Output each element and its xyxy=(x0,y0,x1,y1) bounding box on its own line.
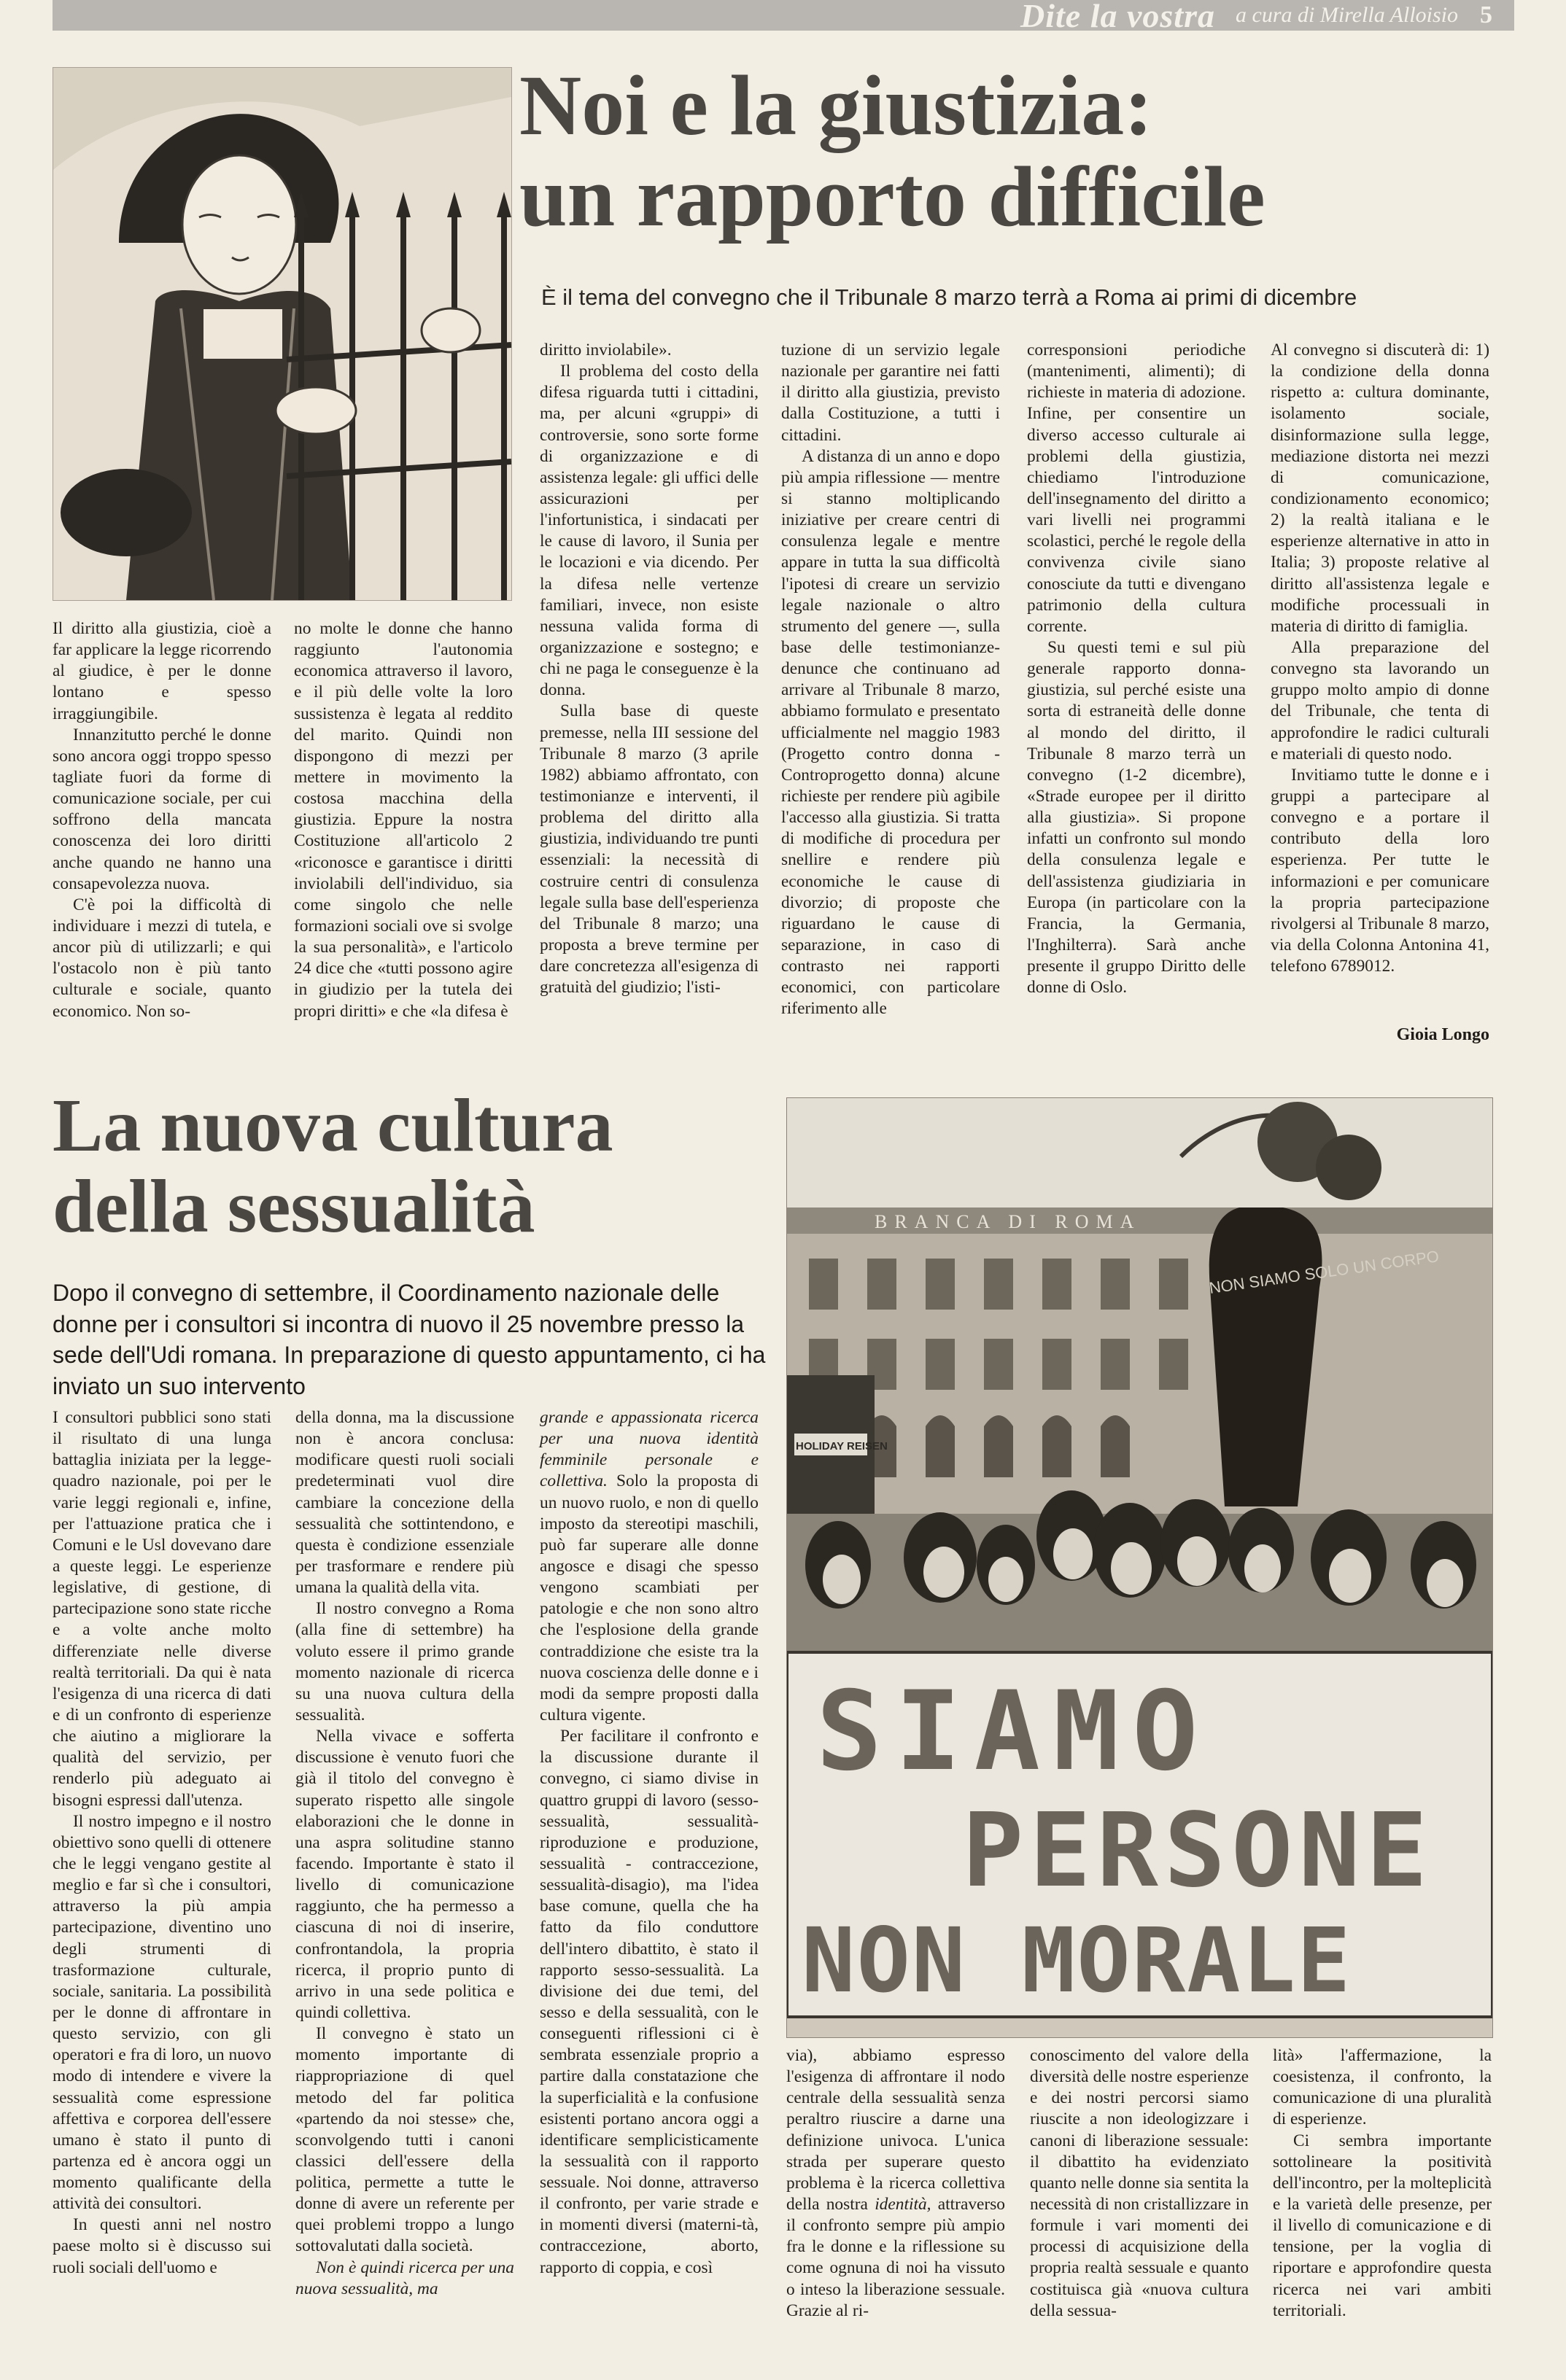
photo-sign-slogan: NON SIAMO SOLO UN CORPO xyxy=(1208,1247,1441,1297)
banner-line-3: NON MORALE xyxy=(802,1909,1352,2012)
paragraph: Il problema del costo della difesa riguarda tutti i cittadini, ma, per alcuni «gruppi» di controversie, sono sorte forme di organizzazione e di assistenza legale: gli uffici delle assicurazioni per l'infortunistica, i sindacati per le cause di lavoro, il Sunia per le locazioni e via dicendo. Per la difesa nelle vertenze familiari, invece, non esiste nessuna valida forma di organizzazione e sostegno; e chi ne paga le conseguenze è la donna. xyxy=(540,362,759,700)
paragraph: Per facilitare il confronto e la discussione durante il convegno, ci siamo divise in quattro gruppi di lavoro (sesso-sessualità, sessualità-riproduzione e produzione, sessualità - contraccezione, sessualità-disagio), ma l'idea base comune, quella che ha fatto da filo conduttore dell'intero dibattito, è stato il rapporto sesso-sessualità. La divisione dei due temi, del sesso e della sessualità, con le conseguenti riflessioni ci è sembrata essenziale proprio a partire dalla constatazione che la superficialità e la confusione esistenti portano ancora oggi a identificare semplicisticamente la sessualità con il rapporto sessuale. Noi donne, attraverso il confronto, per varie strade e in momenti diversi (materni-tà, contraccezione, aborto, rapporto di coppia, e così xyxy=(540,1727,759,2277)
text-run: attraverso il confronto sempre più ampio fra le donne e la riflessione su come ognuna di noi ha vissuto o inteso la liberazione sessuale. Grazie al ri- xyxy=(786,2194,1005,2320)
article2-intro: Dopo il convegno di settembre, il Coordinamento nazionale delle donne per i consultori si incontra di nuovo il 25 novembre presso la sede dell'Udi romana. In preparazione di questo appuntamento, ci ha inviato un suo intervento xyxy=(53,1280,766,1399)
photo-bus-lettering: HOLIDAY REISEN xyxy=(796,1440,888,1452)
article2-title xyxy=(53,1085,782,1248)
paragraph: Il nostro convegno a Roma (alla fine di settembre) ha voluto essere il primo grande momento nazionale di ricerca su una nuova cultura della sessualità. xyxy=(295,1599,514,1724)
paragraph: Il nostro impegno e il nostro obiettivo sono quelli di ottenere che le leggi vengano gestite al meglio e far sì che i consultori, attraverso la più ampia partecipazione, diventino uno degli strumenti di trasformazione culturale, sociale, sanitaria. La possibilità per le donne di affrontare in questo servizio, con gli operatori e fra di loro, un nuovo modo di intendere e vivere la sessualità come espressione affettiva e corporea dell'essere umano è stato il punto di partenza ed è ancora oggi un momento qualificante della attività dei consultori. xyxy=(53,1811,271,2214)
demonstration-photo xyxy=(786,1097,1493,2038)
paragraph: Alla preparazione del convegno sta lavorando un gruppo molto ampio di donne del Tribunale, che tenta di approfondire le radici culturali e materiali di questo nodo. xyxy=(1271,637,1489,763)
paragraph: Nella vivace e sofferta discussione è venuto fuori che già il titolo del convegno è superato rispetto alle singole elaborazioni che le donne in una aspra solitudine stanno facendo. Importante è stato il livello di comunicazione raggiunto, che ha permesso a ciascuna di noi di inserire, confrontandola, la propria ricerca, il proprio punto di arrivo in una sede politica e quindi collettiva. xyxy=(295,1727,514,2022)
article1-title-line2: un rapporto difficile xyxy=(519,149,1265,245)
article1-column-4 xyxy=(781,340,1000,1020)
banner-line-1: SIAMO xyxy=(816,1668,1212,1795)
article2-column-1 xyxy=(53,1407,271,2279)
article1-title-line1: Noi e la giustizia: xyxy=(519,58,1153,153)
paragraph: Al convegno si discuterà di: 1) la condizione della donna rispetto a: cultura dominante, isolamento sociale, disinformazione sulla legge, mediazione distorta nei mezzi di comunicazione, condizionamento economico; 2) la realtà italiana e le esperienze alternative in atto in Italia; 3) proposte relative al diritto all'assistenza legale e modifiche processuali in materia di diritto di famiglia. xyxy=(1271,341,1489,636)
article1-column-6 xyxy=(1271,340,1489,977)
paragraph: conoscimento del valore della diversità delle nostre esperienze e dei nostri percorsi siamo riuscite a non ideologizzare i canoni di liberazione sessuale: il dibattito ha evidenziato quanto nelle donne sia sentita la necessità di non cristallizzare in formule i vari momenti dei processi di acquisizione della propria realtà sessuale e quanto costituisca già «nuova cultura della sessua- xyxy=(1030,2046,1249,2320)
article2-column-6 xyxy=(1273,2045,1492,2322)
article1-author: Gioia Longo xyxy=(1396,1025,1489,1044)
text-run: via), abbiamo espresso l'esigenza di affrontare il nodo centrale della sessualità senza peraltro riuscire a darne una definizione univoca. L'unica strada per superare questo problema è la ricerca collettiva della nostra xyxy=(786,2046,1005,2214)
paragraph: In questi anni nel nostro paese molto si è discusso sui ruoli sociali dell'uomo e xyxy=(53,2215,271,2277)
section-curator: a cura di Mirella Alloisio xyxy=(1236,3,1458,27)
paragraph: tuzione di un servizio legale nazionale per garantire nei fatti il diritto alla giustizia, previsto dalla Costituzione, a tutti i cittadini. xyxy=(781,341,1000,445)
article2-title-line2: della sessualità xyxy=(53,1164,535,1249)
paragraph: Sulla base di queste premesse, nella III sessione del Tribunale 8 marzo (3 aprile 1982) abbiamo affrontato, con testimonianze e interventi, il problema del diritto alla giustizia, individuando tre punti essenziali: la necessità di costruire centri di consulenza legale sulla base dell'esperienza del Tribunale 8 marzo; una proposta a breve termine per dare concretezza all'esigenza di gratuità del giudizio; l'isti- xyxy=(540,701,759,998)
paragraph: Invitiamo tutte le donne e i gruppi a partecipare al convegno e a portare il contributo della loro esperienza. Per tutte le informazioni e per comunicare la propria partecipazione rivolgersi al Tribunale 8 marzo, via della Colonna Antonina 41, telefono 6789012. xyxy=(1271,765,1489,976)
section-rubric: Dite la vostra xyxy=(1020,0,1215,34)
lead-continuation: Solo la proposta di un nuovo ruolo, e non di quello imposto da stereotipi maschili, può far superare alle donne angosce e disagi che spesso vengono scambiati per patologie e che non sono altro che l'esplosione della grande contraddizione che esiste tra la nuova coscienza delle donne e i modi da sempre proposti dalla cultura vigente. xyxy=(540,1471,759,1724)
paragraph: diritto inviolabile». xyxy=(540,341,672,359)
paragraph: corresponsioni periodiche (mantenimenti, alimenti); di richieste in materia di adozione. Infine, per consentire un diverso accesso culturale ai problemi della giustizia, chiediamo l'introduzione dell'insegnamento del diritto a vari livelli nei programmi scolastici, perché le regole della convivenza civile siano conosciute da tutti e divengano patrimonio della cultura corrente. xyxy=(1027,341,1246,636)
article2-column-2 xyxy=(295,1407,514,2300)
paragraph: Il diritto alla giustizia, cioè a far applicare la legge ricorrendo al giudice, è per le donne lontano e spesso irraggiungibile. xyxy=(53,619,272,723)
paragraph: Innanzitutto perché le donne sono ancora oggi troppo spesso tagliate fuori da forme di comunicazione sociale, per cui soffrono della mancata conoscenza dei loro diritti anche quando ne hanno una consapevolezza nuova. xyxy=(53,725,271,893)
paragraph: della donna, ma la discussione non è ancora conclusa: modificare questi ruoli sociali predeterminati vuol dire cambiare la concezione della sessualità che sottintendono, e questa è condizione essenziale per trasformare e rendere più umana la qualità della vita. xyxy=(295,1408,514,1598)
art-nouveau-illustration xyxy=(53,67,512,601)
section-header-bar xyxy=(53,0,1514,34)
article2-title-line1: La nuova cultura xyxy=(53,1084,613,1167)
article2-column-4 xyxy=(786,2045,1005,2322)
paragraph: I consultori pubblici sono stati il risultato di una lunga battaglia iniziata per la legge-quadro nazionale, poi per le varie leggi regionali e, infine, per l'attuazione pratica che i Comuni e le Usl dovevano dare a queste leggi. Le esperienze legislative, di gestione, di partecipazione sono state ricche e a volte anche molto differenziate nelle diverse realtà territoriali. Da qui è nata l'esigenza di una ricerca di dati e di un confronto di esperienze che aiutino a migliorare la qualità del servizio, per renderlo più adeguato ai bisogni espressi dall'utenza. xyxy=(53,1408,271,1810)
article1-title xyxy=(519,58,1489,245)
italic-word: identità, xyxy=(875,2194,931,2214)
article2-column-5 xyxy=(1030,2045,1249,2322)
paragraph: lità» l'affermazione, la coesistenza, il confronto, la comunicazione di una pluralità di esperienze. xyxy=(1273,2046,1492,2129)
paragraph: Su questi temi e sul più generale rapporto donna-giustizia, sul perché esiste una sorta di estraneità delle donne al mondo del diritto, il Tribunale 8 marzo terrà un convegno (1-2 dicembre), «Strade europee per il diritto alla giustizia». Si propone infatti un confronto sul mondo della consulenza legale e dell'assistenza giudiziaria in Europa (in particolare con la Francia, la Germania, l'Inghilterra). Sarà anche presente il gruppo Diritto delle donne di Oslo. xyxy=(1027,637,1246,998)
paragraph: C'è poi la difficoltà di individuare i mezzi di tutela, e ancor più di utilizzarli; e qui l'ostacolo non è più tanto culturale e sociale, quanto economico. Non so- xyxy=(53,895,271,1021)
paragraph xyxy=(786,2045,1005,2322)
article1-column-3 xyxy=(540,340,759,998)
paragraph: Ci sembra importante sottolineare la positività dell'incontro, per la molteplicità e la varietà delle presenze, per il livello di comunicazione e di tensione, per la voglia di riportare e approfondire questa ricerca nei vari ambiti territoriali. xyxy=(1273,2131,1492,2320)
photo-building-lettering: BRANCA DI ROMA xyxy=(875,1211,1141,1232)
paragraph xyxy=(540,1407,759,1726)
paragraph: Non è quindi ricerca per una nuova sessualità, ma xyxy=(295,2258,514,2298)
article1-column-5 xyxy=(1027,340,1246,998)
article1-subtitle: È il tema del convegno che il Tribunale 8 marzo terrà a Roma ai primi di dicembre xyxy=(541,284,1357,310)
banner-line-2: PERSONE xyxy=(962,1792,1434,1910)
paragraph: A distanza di un anno e dopo più ampia riflessione — mentre si stanno moltiplicando iniziative per creare centri di consulenza legale e mentre appare in tutta la sua difficoltà l'ipotesi di creare un servizio legale nazionale o altro strumento del genere —, sulla base delle testimonianze-denunce che continuano ad arrivare al Tribunale 8 marzo, abbiamo formulato e presentato ufficialmente nel maggio 1983 (Progetto contro donna - Controprogetto donna) alcune richieste per rendere più agibile l'accesso alla giustizia. Si tratta di modifiche di procedura per snellire e rendere più economiche le cause di divorzio; di proposte che riguardano le cause di separazione, in caso di contrasto nei rapporti economici, con particolare riferimento alle xyxy=(781,446,1000,1019)
page-number: 5 xyxy=(1480,1,1492,28)
paragraph: no molte le donne che hanno raggiunto l'autonomia economica attraverso il lavoro, e il più delle volte la loro sussistenza è legata al reddito del marito. Quindi non dispongono di mezzi per mettere in movimento la costosa macchina della giustizia. Eppure la nostra Costituzione all'articolo 2 «riconosce e garantisce i diritti inviolabili dell'individuo, sia come singolo che nelle formazioni sociali ove si svolge la sua personalità», e l'articolo 24 dice che «tutti possono agire in giudizio per la tutela dei propri diritti» e che «la difesa è xyxy=(294,619,513,1021)
article2-column-3 xyxy=(540,1407,759,2279)
italic-lead: grande e appassionata ricerca per una nuova identità femminile personale e collettiva. xyxy=(540,1408,759,1491)
paragraph: Il convegno è stato un momento importante di riappropriazione di quel metodo del far politica «partendo da noi stesse» che, sconvolgendo tutti i canoni classici dell'essere della politica, permette a tutte le donne di avere un referente per quei problemi troppo a lungo sottovalutati dalla società. xyxy=(295,2024,514,2256)
article1-column-1 xyxy=(53,618,271,1022)
article1-column-2 xyxy=(294,618,513,1022)
